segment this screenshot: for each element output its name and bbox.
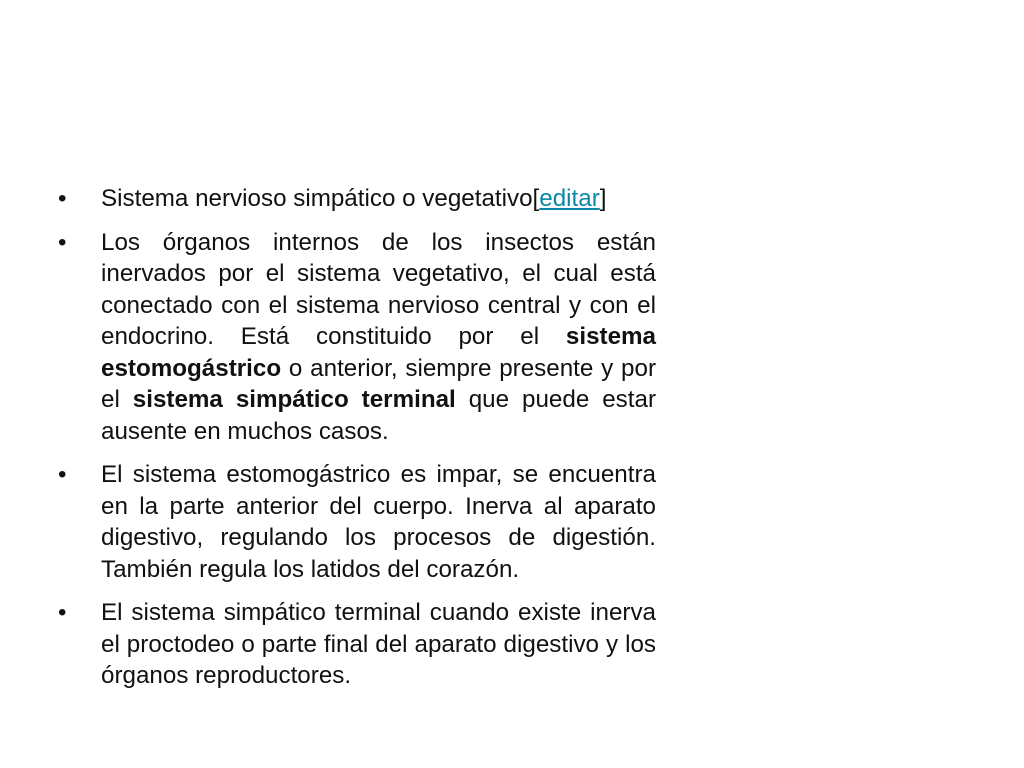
paragraph-text-1: Los órganos internos de los insectos están inervados por el sistema vegetativo, el cual está conectado con el sistema nervioso central y con el endocrino. Está constituido por el — [101, 228, 656, 350]
bullet-stomogastric-system: • El sistema estomogástrico es impar, se encuentra en la parte anterior del cuerpo. Inerva al aparato digestivo, regulando los procesos de digestión. También regula los latidos del corazón. — [58, 459, 656, 585]
heading-bracket: ] — [599, 185, 607, 212]
bold-term-stomogastric: sistema estomogástrico — [101, 323, 656, 382]
bullet-heading — [58, 183, 656, 215]
bullet-list — [58, 183, 656, 704]
edit-link[interactable]: editar — [539, 185, 600, 212]
bullet-terminal-sympathetic-system: • El sistema simpático terminal cuando existe inerva el proctodeo o parte final del aparato digestivo y los órganos reproductores. — [58, 597, 656, 692]
bullet-vegetative-system — [58, 227, 656, 448]
bold-term-terminal-sympathetic: sistema simpático terminal — [132, 386, 456, 413]
paragraph-text-3: que puede estar ausente en muchos casos. — [101, 386, 656, 445]
paragraph-text-2: o anterior, siempre presente y por el — [101, 354, 656, 413]
heading-text: Sistema nervioso simpático o vegetativo[ — [101, 185, 540, 212]
